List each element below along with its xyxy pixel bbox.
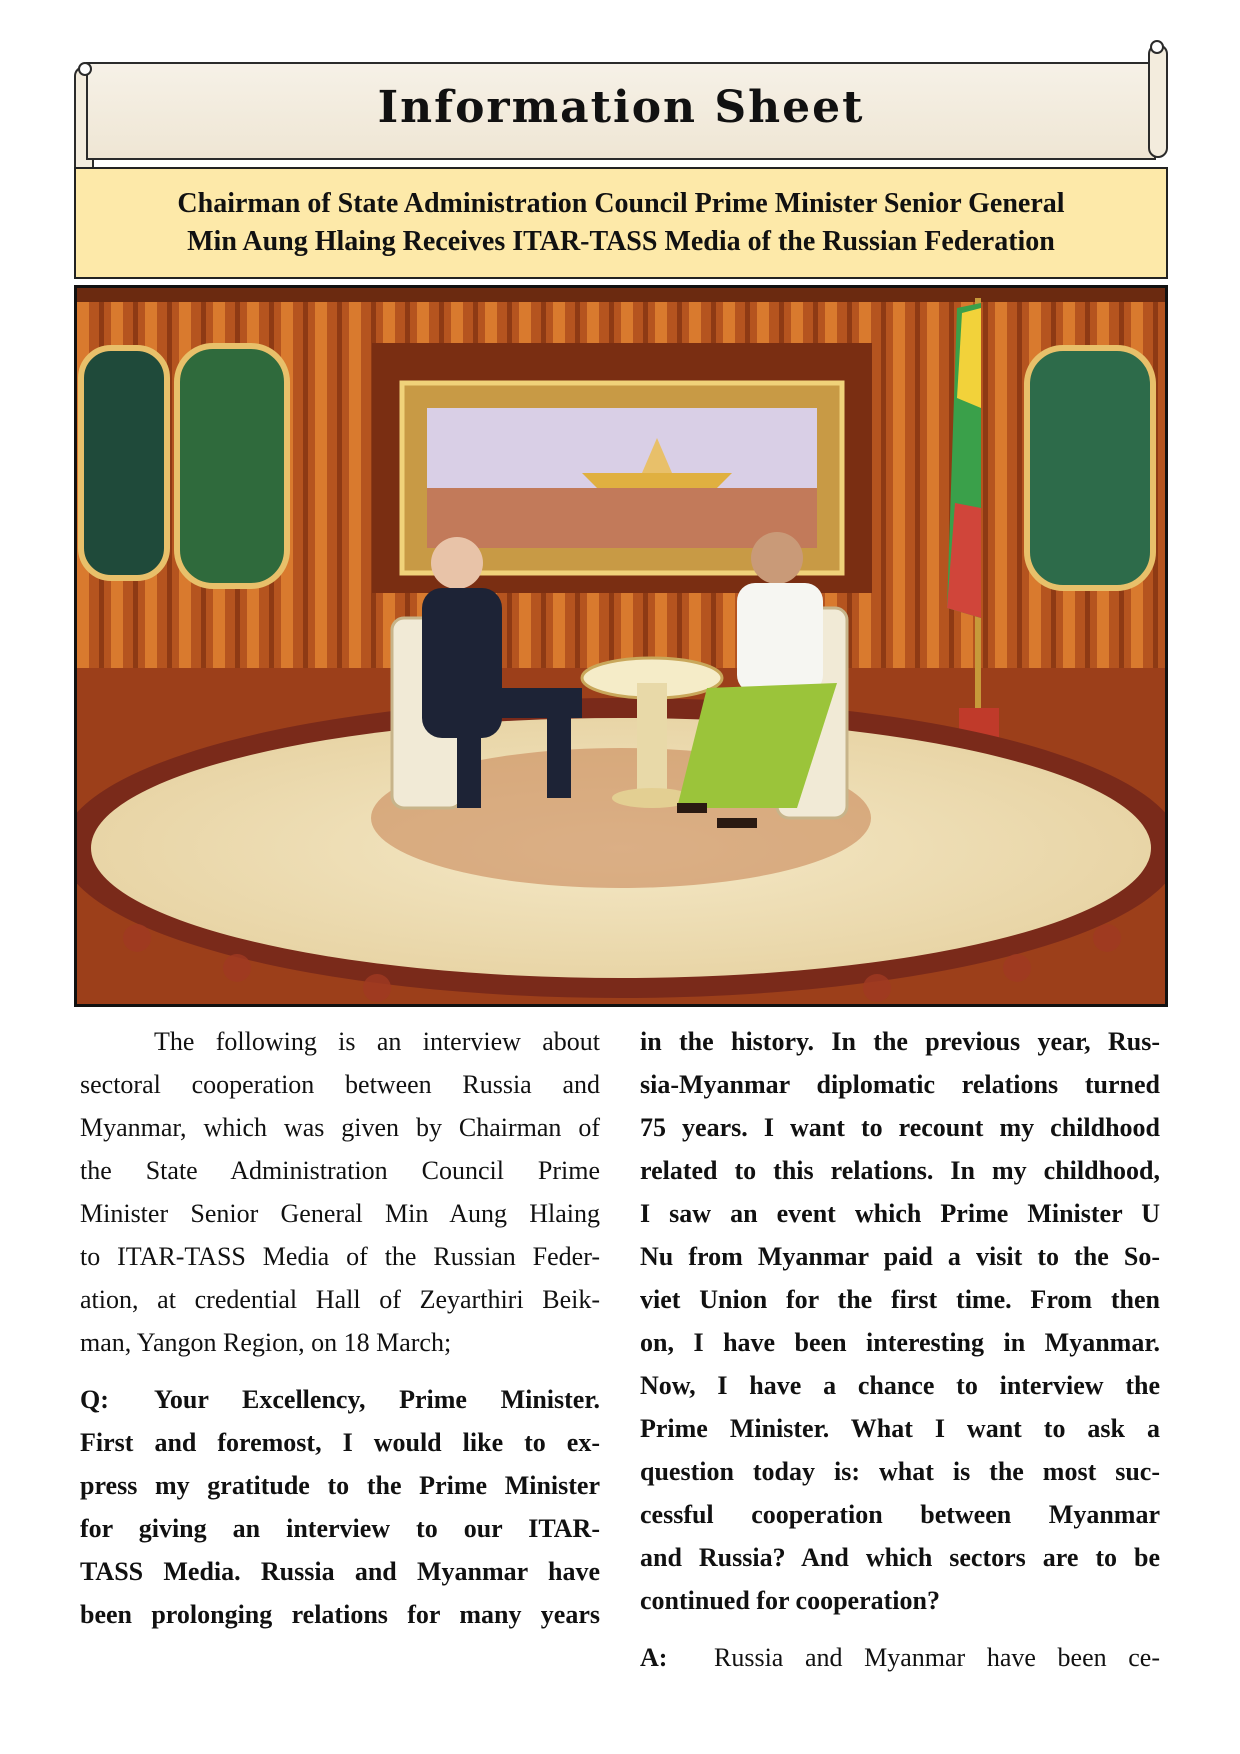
question-line: for giving an interview to our ITAR-	[80, 1514, 600, 1543]
question-line: and Russia? And which sectors are to be	[640, 1543, 1160, 1572]
answer-label: A:	[640, 1643, 668, 1672]
intro-line: sectoral cooperation between Russia and	[80, 1070, 600, 1099]
headline-line-2: Min Aung Hlaing Receives ITAR-TASS Media of the Russian Federation	[187, 226, 1055, 257]
question-line: been prolonging relations for many years	[80, 1600, 600, 1629]
intro-line: to ITAR-TASS Media of the Russian Feder-	[80, 1242, 600, 1271]
intro-line: Myanmar, which was given by Chairman of	[80, 1113, 600, 1142]
intro-line: the State Administration Council Prime	[80, 1156, 600, 1185]
title-scroll	[74, 62, 1168, 162]
answer-line: Russia and Myanmar have been ce-	[714, 1643, 1160, 1672]
question-line: sia-Myanmar diplomatic relations turned	[640, 1070, 1160, 1099]
intro-line: ation, at credential Hall of Zeyarthiri Beik-	[80, 1285, 600, 1314]
intro-line: man, Yangon Region, on 18 March;	[80, 1328, 452, 1357]
question-line: in the history. In the previous year, Rus-	[640, 1027, 1160, 1056]
question-line: press my gratitude to the Prime Minister	[80, 1471, 600, 1500]
question-line: cessful cooperation between Myanmar	[640, 1500, 1160, 1529]
question-line: question today is: what is the most suc-	[640, 1457, 1160, 1486]
question-line: First and foremost, I would like to ex-	[80, 1428, 600, 1457]
question-line: Now, I have a chance to interview the	[640, 1371, 1160, 1400]
question-line: I saw an event which Prime Minister U	[640, 1199, 1160, 1228]
question-line: Nu from Myanmar paid a visit to the So-	[640, 1242, 1160, 1271]
answer-first-line	[640, 1636, 1160, 1679]
question-line: related to this relations. In my childhood,	[640, 1156, 1160, 1185]
headline-box	[74, 167, 1168, 279]
question-line: 75 years. I want to recount my childhood	[640, 1113, 1160, 1142]
question-line: Prime Minister. What I want to ask a	[640, 1414, 1160, 1443]
scroll-curl-left	[78, 62, 92, 76]
question-line: Your Excellency, Prime Minister.	[154, 1385, 600, 1414]
question-line: continued for cooperation?	[640, 1586, 940, 1615]
intro-line: The following is an interview about	[154, 1027, 600, 1056]
interview-photo-illustration	[77, 288, 1165, 1004]
intro-line: Minister Senior General Min Aung Hlaing	[80, 1199, 600, 1228]
question-label: Q:	[80, 1385, 109, 1414]
question-line: on, I have been interesting in Myanmar.	[640, 1328, 1160, 1357]
headline-line-1: Chairman of State Administration Council Prime Minister Senior General	[177, 188, 1065, 219]
question-line: viet Union for the first time. From then	[640, 1285, 1160, 1314]
right-column	[640, 1020, 1160, 1679]
interview-photo	[74, 285, 1168, 1007]
question-line: TASS Media. Russia and Myanmar have	[80, 1557, 600, 1586]
question-first-line	[80, 1378, 600, 1421]
page-title: Information Sheet	[377, 82, 865, 133]
scroll-curl-right	[1150, 40, 1164, 54]
left-column	[80, 1020, 600, 1636]
